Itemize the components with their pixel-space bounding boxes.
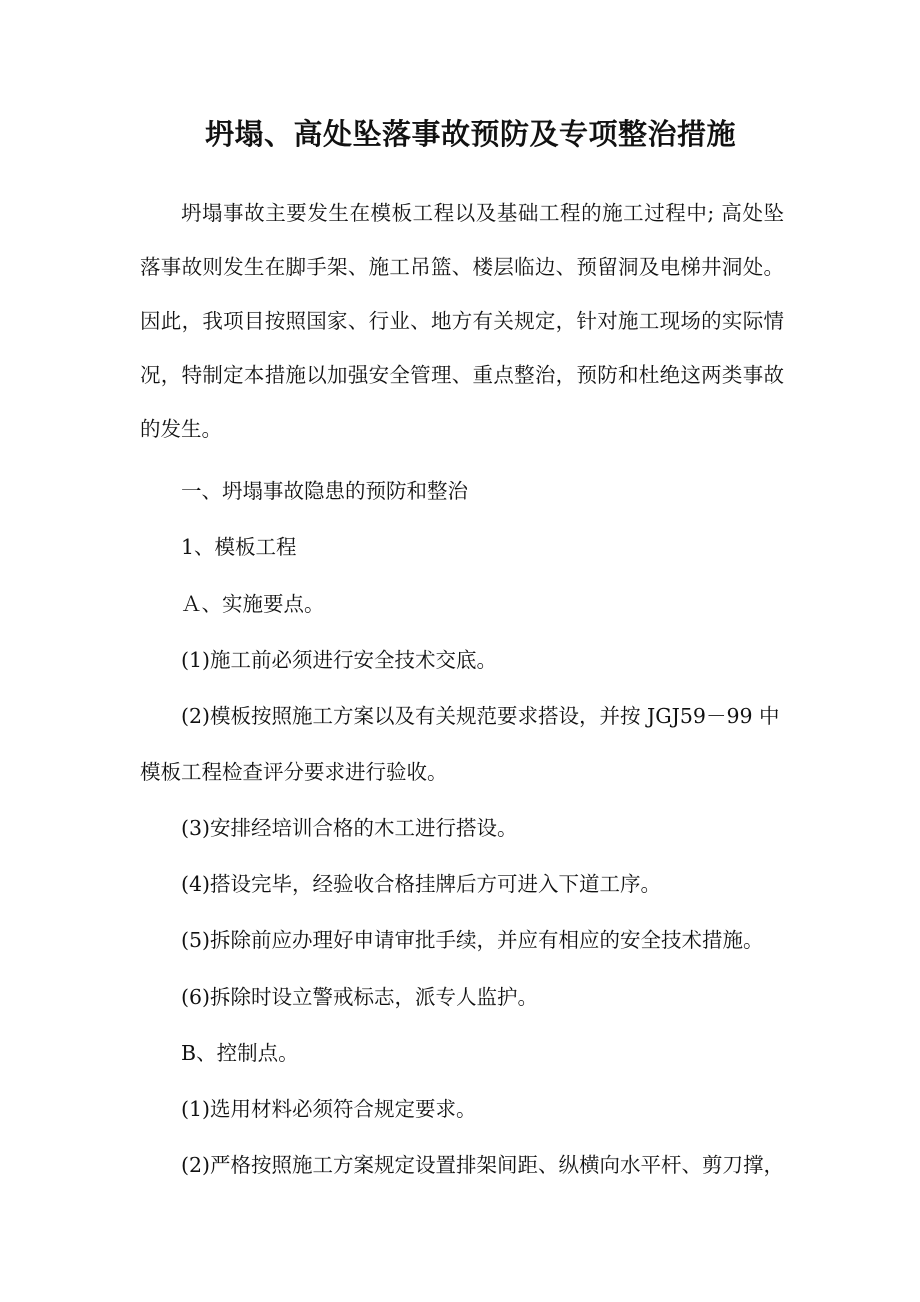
item-a5: (5)拆除前应办理好申请审批手续，并应有相应的安全技术措施。 bbox=[181, 928, 764, 952]
item-a2-line2: 模板工程检查评分要求进行验收。 bbox=[140, 760, 448, 784]
item-a3: (3)安排经培训合格的木工进行搭设。 bbox=[181, 816, 518, 840]
intro-paragraph: 坍塌事故主要发生在模板工程以及基础工程的施工过程中; 高处坠落事故则发生在脚手架、施工吊篮、楼层临边、预留洞及电梯井洞处。因此，我项目按照国家、行业、地方有关规定，针对施工现场的实际情况，特制定本措施以加强安全管理、重点整治，预防和杜绝这两类事故的发生。 bbox=[140, 201, 784, 441]
item-a6: (6)拆除时设立警戒标志，派专人监护。 bbox=[181, 985, 539, 1009]
subsection-heading-formwork: 1、模板工程 bbox=[181, 535, 297, 559]
section-heading-collapse-prevention: 一、坍塌事故隐患的预防和整治 bbox=[181, 479, 468, 503]
part-a-heading: Ａ、实施要点。 bbox=[181, 592, 325, 616]
item-a1: (1)施工前必须进行安全技术交底。 bbox=[181, 648, 498, 672]
item-a4: (4)搭设完毕，经验收合格挂牌后方可进入下道工序。 bbox=[181, 872, 662, 896]
part-b-heading: B、控制点。 bbox=[181, 1041, 299, 1065]
document-title: 坍塌、高处坠落事故预防及专项整治措施 bbox=[205, 117, 737, 151]
item-b1: (1)选用材料必须符合规定要求。 bbox=[181, 1097, 477, 1121]
item-a2-line1: (2)模板按照施工方案以及有关规范要求搭设，并按 JGJ59－99 中 bbox=[181, 704, 780, 728]
item-b2: (2)严格按照施工方案规定设置排架间距、纵横向水平杆、剪刀撑， bbox=[181, 1153, 785, 1177]
